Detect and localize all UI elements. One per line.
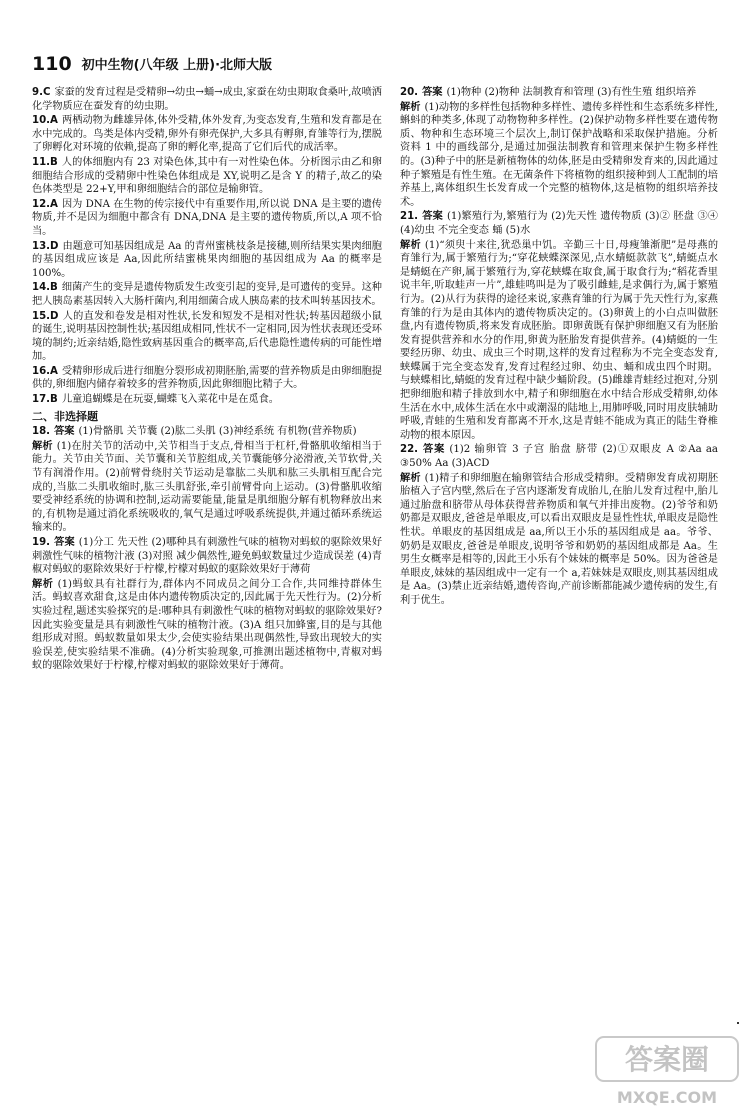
answer-text: (1)骨骼肌 关节囊 (2)肱二头肌 (3)神经系统 有机物(营养物质) bbox=[78, 426, 357, 438]
answer-explanation-text: 儿童追蝴蝶是在玩耍,蝴蝶飞入菜花中是在觅食。 bbox=[61, 394, 279, 406]
answer-block bbox=[32, 425, 382, 439]
explanation-label: 解析 bbox=[400, 239, 421, 251]
answer-text: (1)2 输卵管 3 子宫 胎盘 脐带 (2)①双眼皮 A ②Aa aa ③50% Aa (3)ACD bbox=[400, 444, 718, 470]
question-19 bbox=[32, 536, 382, 673]
answer-explanation-text: 两栖动物为雌雄异体,体外受精,体外发育,为变态发育,生殖和发育都是在水中完成的。鸟类是体内受精,卵外有卵壳保护,大多具有孵卵,育雏等行为,摆脱了卵孵化对环境的依赖,提高了卵的孵化率,提高了它们后代的成活率。 bbox=[32, 115, 382, 154]
choice-answer-item bbox=[32, 393, 382, 407]
answer-explanation-text: 受精卵形成后进行细胞分裂形成初期胚胎,需要的营养物质是由卵细胞提供的,卵细胞内储存着较多的营养物质,因此卵细胞比精子大。 bbox=[32, 365, 382, 391]
explanation-label: 解析 bbox=[32, 440, 53, 452]
choice-answer-item bbox=[32, 281, 382, 308]
right-column bbox=[400, 86, 718, 609]
choice-answer-item bbox=[32, 156, 382, 197]
watermark-line1: 答案圈 bbox=[624, 1043, 710, 1076]
explanation-text: (1)在肘关节的活动中,关节相当于支点,骨相当于杠杆,骨骼肌收缩相当于能力。关节由关节面、关节囊和关节腔组成,关节囊能够分泌滑液,关节软骨,关节有润滑作用。(2)前臂骨绕肘关节运动是靠肱二头肌和肱三头肌相互配合完成的,当肱二头肌收缩时,肱三头肌舒张,牵引前臂骨向上运动。(3)骨骼肌收缩要受神经系统的协调和控制,运动需要能量,能量是肌细胞分解有机物释放出来的,有机物是通过消化系统吸收的,氧气是通过呼吸系统提供,并通过循环系统运输来的。 bbox=[32, 440, 382, 534]
answer-block bbox=[400, 443, 718, 470]
question-number: 21. bbox=[400, 211, 419, 223]
stray-mark bbox=[737, 1022, 739, 1024]
choice-answer-item bbox=[32, 240, 382, 281]
answer-label: 答案 bbox=[54, 537, 75, 548]
page-header bbox=[32, 50, 730, 74]
question-number: 20. bbox=[400, 87, 419, 98]
question-number: 18. bbox=[32, 426, 51, 438]
left-column bbox=[32, 86, 382, 674]
answer-block bbox=[400, 86, 718, 100]
answer-block bbox=[400, 210, 718, 237]
watermark-line2: MXQE.COM bbox=[616, 1088, 718, 1107]
answer-explanation-text: 细菌产生的变异是遗传物质发生改变引起的变异,是可遗传的变异。这种把人胰岛素基因转入大肠杆菌内,利用细菌合成人胰岛素的技术叫转基因技术。 bbox=[32, 282, 382, 307]
answer-explanation-text: 因为 DNA 在生物的传宗接代中有重要作用,所以说 DNA 是主要的遗传物质,并不是因为细胞中都含有 DNA,DNA 是主要的遗传物质,所以,A 项不恰当。 bbox=[32, 198, 382, 237]
answer-explanation-text: 人的体细胞内有 23 对染色体,其中有一对性染色体。分析图示由乙和卵细胞结合形成的受精卵中性染色体组成是 XY,说明乙是含 Y 的精子,故乙的染色体类型是 22+Y,甲和卵细胞结合的部位是输卵管。 bbox=[32, 156, 382, 196]
explanation-label: 解析 bbox=[32, 578, 54, 590]
choice-answers bbox=[32, 86, 382, 407]
choice-answer-item bbox=[32, 198, 382, 239]
question-number: 16.A bbox=[32, 365, 58, 377]
question-number: 19. bbox=[32, 537, 51, 548]
answer-label: 答案 bbox=[422, 444, 446, 456]
choice-answer-item bbox=[32, 86, 382, 113]
question-number: 17.B bbox=[32, 394, 58, 406]
question-21 bbox=[400, 210, 718, 442]
explanation-label: 解析 bbox=[400, 101, 421, 113]
explanation-label: 解析 bbox=[400, 472, 421, 484]
answer-explanation-text: 由题意可知基因组成是 Aa 的青州蜜桃枝条是接穗,则所结果实果肉细胞的基因组成应该是 Aa,因此所结蜜桃果肉细胞的基因组成为 Aa 的概率是 100%。 bbox=[32, 240, 382, 279]
question-number: 15.D bbox=[32, 310, 59, 322]
question-number: 11.B bbox=[32, 156, 58, 168]
answer-explanation-text: 人的直发和卷发是相对性状,长发和短发不是相对性状;转基因超级小鼠的诞生,说明基因控制性状;基因组成相同,性状不一定相同,因为性状表现还受环境的制约;近亲结婚,隐性致病基因重合的概率高,后代患隐性遗传病的可能性增加。 bbox=[32, 310, 382, 363]
answer-explanation-text: 家蚕的发育过程是受精卵→幼虫→蛹→成虫,家蚕在幼虫期取食桑叶,故喷洒化学物质应在蚕发育的幼虫期。 bbox=[32, 87, 382, 112]
book-title: 初中生物(八年级 上册)·北师大版 bbox=[81, 58, 273, 73]
explanation-text: (1)“须臾十来往,犹恐巢中饥。辛勤三十日,母瘦雏渐肥”是母燕的育雏行为,属于繁殖行为;“穿花蛱蝶深深见,点水蜻蜓款款飞”,蜻蜓点水是蜻蜓在产卵,属于繁殖行为,穿花蛱蝶在取食,属于取食行为;“稻花香里说丰年,听取蛙声一片”,雄蛙鸣叫是为了吸引雌蛙,是求偶行为,属于繁殖行为。(2)从行为获得的途径来说,家燕育雏的行为属于先天性行为,家燕育雏的行为是由其体内的遗传物质决定的。(3)卵黄上的小白点叫做胚盘,内有遗传物质,将来发育成胚胎。即卵黄既有保护卵细胞又有为胚胎发育提供营养和水分的作用,卵黄为胚胎发育提供营养。(4)蜻蜓的一生要经历卵、幼虫、成虫三个时期,这样的发育过程称为不完全变态发育,蛱蝶属于完全变态发育,发育过程经过卵、幼虫、蛹和成虫四个时期。与蛱蝶相比,蜻蜓的发育过程中缺少蛹阶段。(5)雌雄青蛙经过抱对,分别把卵细胞和精子排放到水中,精子和卵细胞在水中结合形成受精卵,幼体生活在水中,成体生活在水中或潮湿的陆地上,用肺呼吸,同时用皮肤辅助呼吸,青蛙的生殖和发育都离不开水,这是青蛙不能成为真正的陆生脊椎动物的根本原因。 bbox=[400, 239, 719, 441]
question-22 bbox=[400, 443, 718, 607]
choice-answer-item bbox=[32, 114, 382, 155]
explanation-text: (1)蚂蚁具有社群行为,群体内不同成员之间分工合作,共同维持群体生活。蚂蚁喜欢甜食,这是由体内遗传物质决定的,因此属于先天性行为。(2)分析实验过程,题述实验探究的是:哪种具有刺激性气味的植物对蚂蚁的驱除效果好?因此实验变量是具有刺激性气味的植物汁液。(3)A 组只加蜂蜜,目的是与其他组形成对照。蚂蚁数量如果太少,会使实验结果出现偶然性,导致出现较大的实验误差,使实验结果不准确。(4)分析实验现象,可推测出题述植物中,青椒对蚂蚁的驱除效果好于柠檬,柠檬对蚂蚁的驱除效果好于薄荷。 bbox=[32, 578, 382, 672]
explanation-block bbox=[400, 472, 718, 608]
explanation-block bbox=[32, 440, 382, 535]
page-number: 110 bbox=[32, 53, 72, 75]
answer-label: 答案 bbox=[54, 426, 75, 438]
choice-answer-item bbox=[32, 365, 382, 392]
question-number: 22. bbox=[400, 444, 419, 456]
explanation-block bbox=[400, 239, 718, 443]
section-title: 二、非选择题 bbox=[32, 409, 98, 423]
explanation-text: (1)精子和卵细胞在输卵管结合形成受精卵。受精卵发育成初期胚胎植入子宫内壁,然后在子宫内逐渐发育成胎儿,在胎儿发育过程中,胎儿通过胎盘和脐带从母体获得营养物质和氧气并排出废物。(2)爷爷和奶奶都是双眼皮,爸爸是单眼皮,可以看出双眼皮是显性性状,单眼皮是隐性性状。单眼皮的基因组成是 aa,所以王小乐的基因组成是 aa。爷爷、奶奶是双眼皮,爸爸是单眼皮,说明爷爷和奶奶的基因组成都是 Aa。生男生女概率是相等的,因此王小乐有个妹妹的概率是 50%。因为爸爸是单眼皮,妹妹的基因组成中一定有一个 a,若妹妹是双眼皮,则其基因组成是 Aa。(3)禁止近亲结婚,遗传咨询,产前诊断都能减少遗传病的发生,有利于优生。 bbox=[400, 472, 719, 606]
explanation-text: (1)动物的多样性包括物种多样性、遗传多样性和生态系统多样性,蝌蚪的种类多,体现了动物物种多样性。(2)保护动物多样性要在遗传物质、物种和生态环境三个层次上,制订保护战略和采取保护措施。分析资料 1 中的画线部分,是通过加强法制教育和管理来保护生物多样性的。(3)种子中的胚是新植物体的幼体,胚是由受精卵发育来的,因此通过种子繁殖是有性生殖。在无菌条件下将植物的组织接种到人工配制的培养基上,离体组织生长发育成一个完整的植物体,这是植物的组织培养技术。 bbox=[400, 101, 718, 208]
choice-answer-item bbox=[32, 310, 382, 364]
question-number: 13.D bbox=[32, 240, 59, 252]
answer-label: 答案 bbox=[422, 87, 443, 98]
answer-text: (1)繁殖行为,繁殖行为 (2)先天性 遗传物质 (3)② 胚盘 ③④ (4)幼虫 不完全变态 蛹 (5)水 bbox=[400, 211, 718, 236]
question-18 bbox=[32, 425, 382, 535]
answer-text: (1)分工 先天性 (2)哪种具有刺激性气味的植物对蚂蚁的驱除效果好 刺激性气味的植物汁液 (3)对照 减少偶然性,避免蚂蚁数量过少造成误差 (4)青椒对蚂蚁的驱除效果好于柠檬,柠檬对蚂蚁的驱除效果好于薄荷 bbox=[32, 537, 383, 576]
question-number: 10.A bbox=[32, 115, 58, 127]
answer-text: (1)物种 (2)物种 法制教育和管理 (3)有性生殖 组织培养 bbox=[446, 87, 697, 98]
watermark-logo-graphic bbox=[592, 1031, 742, 1111]
explanation-block bbox=[32, 578, 382, 673]
watermark-logo bbox=[592, 1031, 742, 1111]
question-number: 14.B bbox=[32, 282, 58, 294]
explanation-block bbox=[400, 101, 718, 210]
question-20 bbox=[400, 86, 718, 209]
question-number: 9.C bbox=[32, 87, 51, 98]
question-number: 12.A bbox=[32, 198, 58, 210]
answer-block bbox=[32, 536, 382, 577]
answer-label: 答案 bbox=[422, 211, 443, 223]
